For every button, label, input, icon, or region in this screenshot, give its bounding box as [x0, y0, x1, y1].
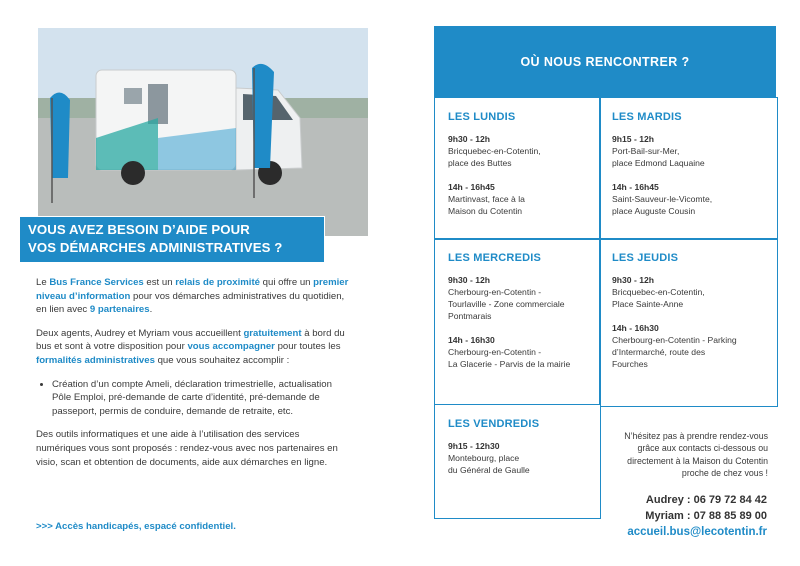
- day-title: LES LUNDIS: [448, 111, 516, 123]
- services-list-item: • Création d’un compte Ameli, déclaration trimestrielle, actualisation Pôle Emploi, pré-demande de carte d’identité, pré-demande de passeport, permis de conduire, demande de retraite, etc.: [52, 378, 352, 419]
- schedule-day-wednesday: [448, 252, 570, 370]
- slot-place: Tourlaville - Zone commerciale: [448, 299, 565, 309]
- slot-place: d’Intermarché, route des: [612, 347, 706, 357]
- slot-place: Maison du Cotentin: [448, 206, 523, 216]
- slot-place: place des Buttes: [448, 158, 512, 168]
- text: que vous souhaitez accomplir :: [154, 354, 290, 366]
- slot-place: Place Sainte-Anne: [612, 299, 684, 309]
- emphasis: 9 partenaires: [89, 304, 150, 316]
- day-title: LES JEUDIS: [612, 252, 679, 264]
- slot-time: 9h30 - 12h: [612, 275, 655, 285]
- schedule-title: OÙ NOUS RENCONTRER ?: [520, 55, 690, 69]
- slot-place: Bricquebec-en-Cotentin,: [448, 146, 541, 156]
- emphasis: relais de proximité: [175, 277, 260, 288]
- slot-time: 14h - 16h45: [448, 182, 495, 192]
- contact-email-link[interactable]: accueil.bus@lecotentin.fr: [627, 526, 767, 538]
- slot-time: 9h15 - 12h30: [448, 441, 500, 451]
- text: est un: [143, 277, 176, 288]
- slot-place: Cherbourg-en-Cotentin -: [448, 347, 542, 357]
- slot-place: Port-Bail-sur-Mer,: [612, 146, 680, 156]
- headline-line-1: VOUS AVEZ BESOIN D’AIDE POUR: [28, 222, 250, 237]
- slot-place: Pontmarais: [448, 311, 492, 321]
- text: à bord du bus et sont à votre disposition pour: [36, 327, 345, 353]
- intro-paragraph-1: [36, 276, 352, 317]
- slot-place: Bricquebec-en-Cotentin,: [612, 287, 705, 297]
- headline-banner: [20, 217, 324, 262]
- day-title: LES VENDREDIS: [448, 418, 540, 430]
- services-list: [36, 378, 352, 419]
- day-title: LES MARDIS: [612, 111, 682, 123]
- slot-place: Saint-Sauveur-le-Vicomte,: [612, 194, 713, 204]
- emphasis: vous accompagner: [187, 341, 275, 353]
- bus-photo: [38, 28, 368, 236]
- emphasis: Bus France Services: [49, 277, 144, 288]
- text: qui offre un: [260, 277, 314, 288]
- accessibility-note: >>> Accès handicapés, espacé confidentiel.: [36, 521, 236, 532]
- slot-time: 14h - 16h45: [612, 182, 659, 192]
- slot-time: 9h30 - 12h: [448, 275, 491, 285]
- text: pour toutes les: [274, 341, 341, 353]
- text: Le: [36, 277, 50, 288]
- intro-paragraph-2: [36, 327, 352, 368]
- text: pour vos démarches administratives du quotidien, en lien avec: [36, 290, 345, 316]
- slot-place: Montebourg, place: [448, 453, 520, 463]
- slot-time: 9h15 - 12h: [612, 134, 655, 144]
- text: Deux agents, Audrey et Myriam vous accueillent: [36, 327, 244, 339]
- slot-place: Martinvast, face à la: [448, 194, 525, 204]
- schedule-day-friday: [448, 418, 539, 476]
- phone-myriam[interactable]: Myriam : 07 88 85 89 00: [645, 510, 767, 522]
- schedule-day-monday: [448, 111, 541, 217]
- day-title: LES MERCREDIS: [448, 252, 542, 264]
- slot-place: Cherbourg-en-Cotentin -: [448, 287, 542, 297]
- schedule-day-thursday: [612, 252, 737, 370]
- emphasis: gratuitement: [243, 327, 302, 339]
- intro-paragraph-3: Des outils informatiques et une aide à l’utilisation des services numériques vous sont proposés : rendez-vous avec nos partenaires en visio, scan et obtention de documents, aide aux démarches en ligne.: [36, 429, 338, 468]
- contact-note: N’hésitez pas à prendre rendez-vous grâce aux contacts ci-dessous ou directement à la Maison du Cotentin proche de chez vous !: [624, 431, 768, 478]
- slot-place: place Auguste Cousin: [612, 206, 696, 216]
- phone-audrey[interactable]: Audrey : 06 79 72 84 42: [645, 494, 767, 506]
- slot-place: La Glacerie - Parvis de la mairie: [448, 359, 571, 369]
- emphasis: premier niveau d’information: [36, 277, 349, 302]
- headline-line-2: VOS DÉMARCHES ADMINISTRATIVES ?: [28, 240, 283, 255]
- slot-time: 14h - 16h30: [448, 335, 495, 345]
- intro-text: [36, 276, 352, 479]
- slot-time: 9h30 - 12h: [448, 134, 491, 144]
- text: .: [149, 304, 153, 316]
- slot-place: Fourches: [612, 359, 648, 369]
- slot-place: Cherbourg-en-Cotentin - Parking: [612, 335, 737, 345]
- slot-place: du Général de Gaulle: [448, 465, 530, 475]
- slot-time: 14h - 16h30: [612, 323, 659, 333]
- emphasis: formalités administratives: [36, 354, 155, 366]
- schedule-day-tuesday: [612, 111, 712, 217]
- slot-place: place Edmond Laquaine: [612, 158, 705, 168]
